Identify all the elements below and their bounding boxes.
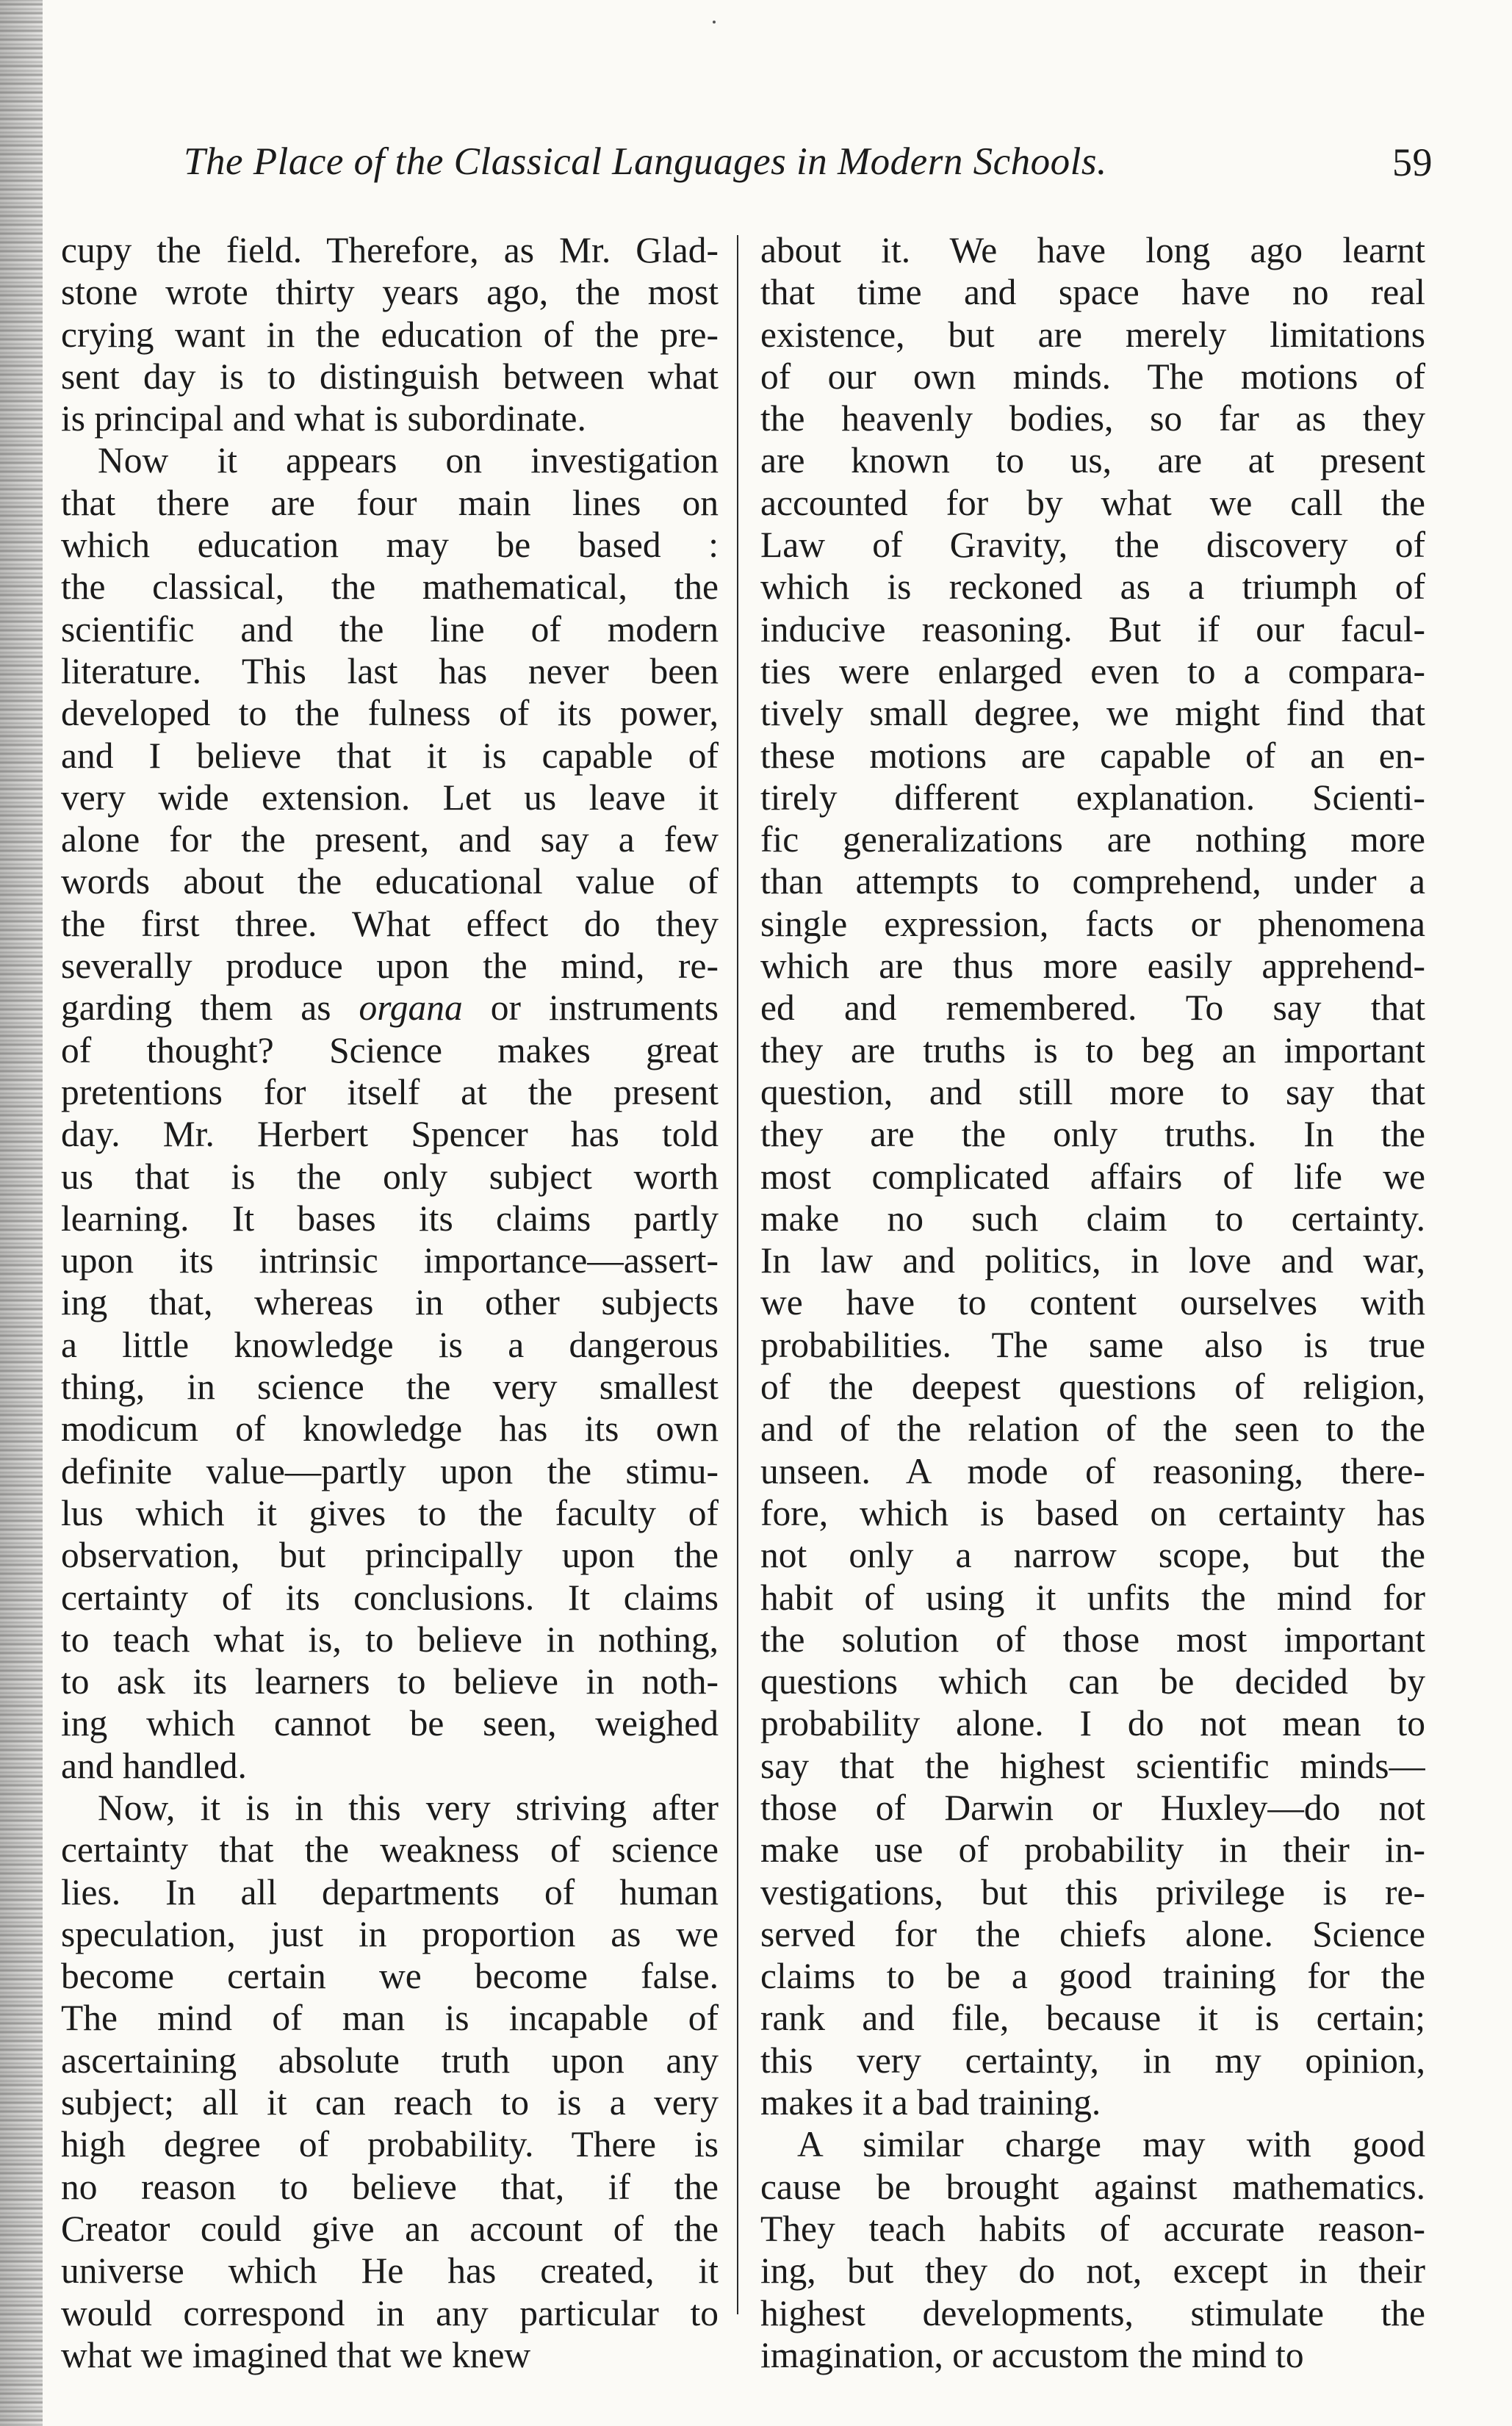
text-line: say that the highest scientific minds— (760, 1745, 1425, 1786)
text-line: makes it a bad training. (760, 2082, 1101, 2123)
text-line: Law of Gravity, the discovery of (760, 525, 1425, 566)
text-line: unseen. A mode of reasoning, there- (760, 1450, 1425, 1491)
text-line: ing, but they do not, except in their (760, 2250, 1425, 2292)
text-line: and I believe that it is capable of (61, 735, 719, 776)
text-line: questions which can be decided by (760, 1661, 1425, 1702)
text-line: the solution of those most important (760, 1619, 1425, 1660)
text-line: alone for the present, and say a few (61, 819, 719, 860)
text-line: ing which cannot be seen, weighed (61, 1703, 719, 1744)
text-line: scientific and the line of modern (61, 608, 719, 649)
text-line: a little knowledge is a dangerous (61, 1324, 719, 1365)
text-line: tively small degree, we might find that (760, 693, 1425, 734)
text-line: speculation, just in proportion as we (61, 1913, 719, 1954)
text-line: upon its intrinsic importance—assert- (61, 1240, 719, 1281)
text-line: subject; all it can reach to is a very (61, 2082, 719, 2123)
text-line: developed to the fulness of its power, (61, 693, 719, 734)
text-line: the classical, the mathematical, the (61, 566, 719, 608)
text-line: they are the only truths. In the (760, 1114, 1425, 1155)
text-line: The mind of man is incapable of (61, 1998, 719, 2039)
text-line: severally produce upon the mind, re- (61, 946, 719, 987)
text-line: we have to content ourselves with (760, 1282, 1425, 1323)
text-line: most complicated affairs of life we (760, 1156, 1425, 1197)
right-column (760, 229, 1425, 2397)
text-line: these motions are capable of an en- (760, 735, 1425, 776)
text-line: cupy the field. Therefore, as Mr. Glad- (61, 230, 719, 270)
text-line: us that is the only subject worth (61, 1156, 719, 1197)
text-line: become certain we become false. (61, 1956, 719, 1997)
page-number: 59 (1392, 140, 1433, 184)
text-line: that there are four main lines on (61, 482, 719, 523)
text-line: that time and space have no real (760, 272, 1425, 313)
text-line: A similar charge may with good (797, 2124, 1425, 2165)
text-line: they are truths is to beg an important (760, 1029, 1425, 1070)
text-line: served for the chiefs alone. Science (760, 1913, 1425, 1954)
text-line: no reason to believe that, if the (61, 2166, 719, 2207)
text-line: to ask its learners to believe in noth- (61, 1661, 719, 1702)
text-line: They teach habits of accurate reason- (760, 2208, 1425, 2249)
text-line: certainty of its conclusions. It claims (61, 1577, 719, 1618)
text-line: to teach what is, to believe in nothing, (61, 1619, 719, 1660)
text-line: Now it appears on investigation (98, 440, 719, 481)
text-line: imagination, or accustom the mind to (760, 2334, 1304, 2375)
text-line: fore, which is based on certainty has (760, 1492, 1425, 1533)
text-line: definite value—partly upon the stimu- (61, 1450, 719, 1491)
text-line: ing that, whereas in other subjects (61, 1282, 719, 1323)
scan-speck (713, 21, 716, 24)
text-line: lies. In all departments of human (61, 1871, 719, 1912)
text-line: is principal and what is subordinate. (61, 398, 586, 439)
text-line: habit of using it unfits the mind for (760, 1577, 1425, 1618)
text-line: probability alone. I do not mean to (760, 1703, 1425, 1744)
text-line: In law and politics, in love and war, (760, 1240, 1425, 1281)
text-line: this very certainty, in my opinion, (760, 2040, 1425, 2081)
text-line: and handled. (61, 1745, 247, 1786)
text-line: make use of probability in their in- (760, 1829, 1425, 1871)
text-line: than attempts to comprehend, under a (760, 861, 1425, 902)
text-line: ties were enlarged even to a compara- (760, 650, 1425, 691)
text-line: pretentions for itself at the present (61, 1071, 719, 1112)
text-line: learning. It bases its claims partly (61, 1198, 719, 1239)
text-line: cause be brought against mathematics. (760, 2166, 1425, 2207)
text-line: ed and remembered. To say that (760, 987, 1425, 1029)
text-line: thing, in science the very smallest (61, 1367, 719, 1408)
text-line: modicum of knowledge has its own (61, 1408, 719, 1450)
text-line: those of Darwin or Huxley—do not (760, 1787, 1425, 1828)
text-line: not only a narrow scope, but the (760, 1535, 1425, 1576)
running-title: The Place of the Classical Languages in Modern Schools. (184, 140, 1107, 183)
text-line: day. Mr. Herbert Spencer has told (61, 1114, 719, 1155)
text-line: of thought? Science makes great (61, 1029, 719, 1070)
text-line: sent day is to distinguish between what (61, 356, 719, 397)
text-line: which is reckoned as a triumph of (760, 566, 1425, 608)
text-line: single expression, facts or phenomena (760, 903, 1425, 944)
text-line: claims to be a good training for the (760, 1956, 1425, 1997)
text-line: the first three. What effect do they (61, 903, 719, 944)
text-line: highest developments, stimulate the (760, 2292, 1425, 2333)
binding-edge (0, 0, 43, 2426)
text-line: rank and file, because it is certain; (760, 1998, 1425, 2039)
left-column (61, 229, 719, 2397)
running-head (184, 140, 1433, 206)
text-line: ascertaining absolute truth upon any (61, 2040, 719, 2081)
text-line: about it. We have long ago learnt (760, 230, 1425, 270)
text-line: very wide extension. Let us leave it (61, 777, 719, 818)
text-line: make no such claim to certainty. (760, 1198, 1425, 1239)
text-line: words about the educational value of (61, 861, 719, 902)
text-line: of our own minds. The motions of (760, 356, 1425, 397)
text-line: of the deepest questions of religion, (760, 1367, 1425, 1408)
text-line: high degree of probability. There is (61, 2124, 719, 2165)
text-line: garding them as organa or instruments (61, 987, 719, 1029)
text-line: crying want in the education of the pre- (61, 314, 719, 355)
text-line: and of the relation of the seen to the (760, 1408, 1425, 1450)
text-line: are known to us, are at present (760, 440, 1425, 481)
text-line: observation, but principally upon the (61, 1535, 719, 1576)
text-line: existence, but are merely limitations (760, 314, 1425, 355)
text-line: vestigations, but this privilege is re- (760, 1871, 1425, 1912)
text-line: lus which it gives to the faculty of (61, 1492, 719, 1533)
text-line: certainty that the weakness of science (61, 1829, 719, 1871)
text-line: question, and still more to say that (760, 1071, 1425, 1112)
text-line: accounted for by what we call the (760, 482, 1425, 523)
text-line: inducive reasoning. But if our facul- (760, 608, 1425, 649)
text-line: the heavenly bodies, so far as they (760, 398, 1425, 439)
text-line: fic generalizations are nothing more (760, 819, 1425, 860)
text-line: which are thus more easily apprehend- (760, 946, 1425, 987)
text-line: would correspond in any particular to (61, 2292, 719, 2333)
text-line: which education may be based : (61, 525, 719, 566)
text-line: probabilities. The same also is true (760, 1324, 1425, 1365)
text-line: literature. This last has never been (61, 650, 719, 691)
text-line: Now, it is in this very striving after (98, 1787, 719, 1828)
column-rule (737, 235, 738, 2314)
text-line: universe which He has created, it (61, 2250, 719, 2292)
text-line: Creator could give an account of the (61, 2208, 719, 2249)
text-line: tirely different explanation. Scienti- (760, 777, 1425, 818)
text-line: what we imagined that we knew (61, 2334, 531, 2375)
text-line: stone wrote thirty years ago, the most (61, 272, 719, 313)
